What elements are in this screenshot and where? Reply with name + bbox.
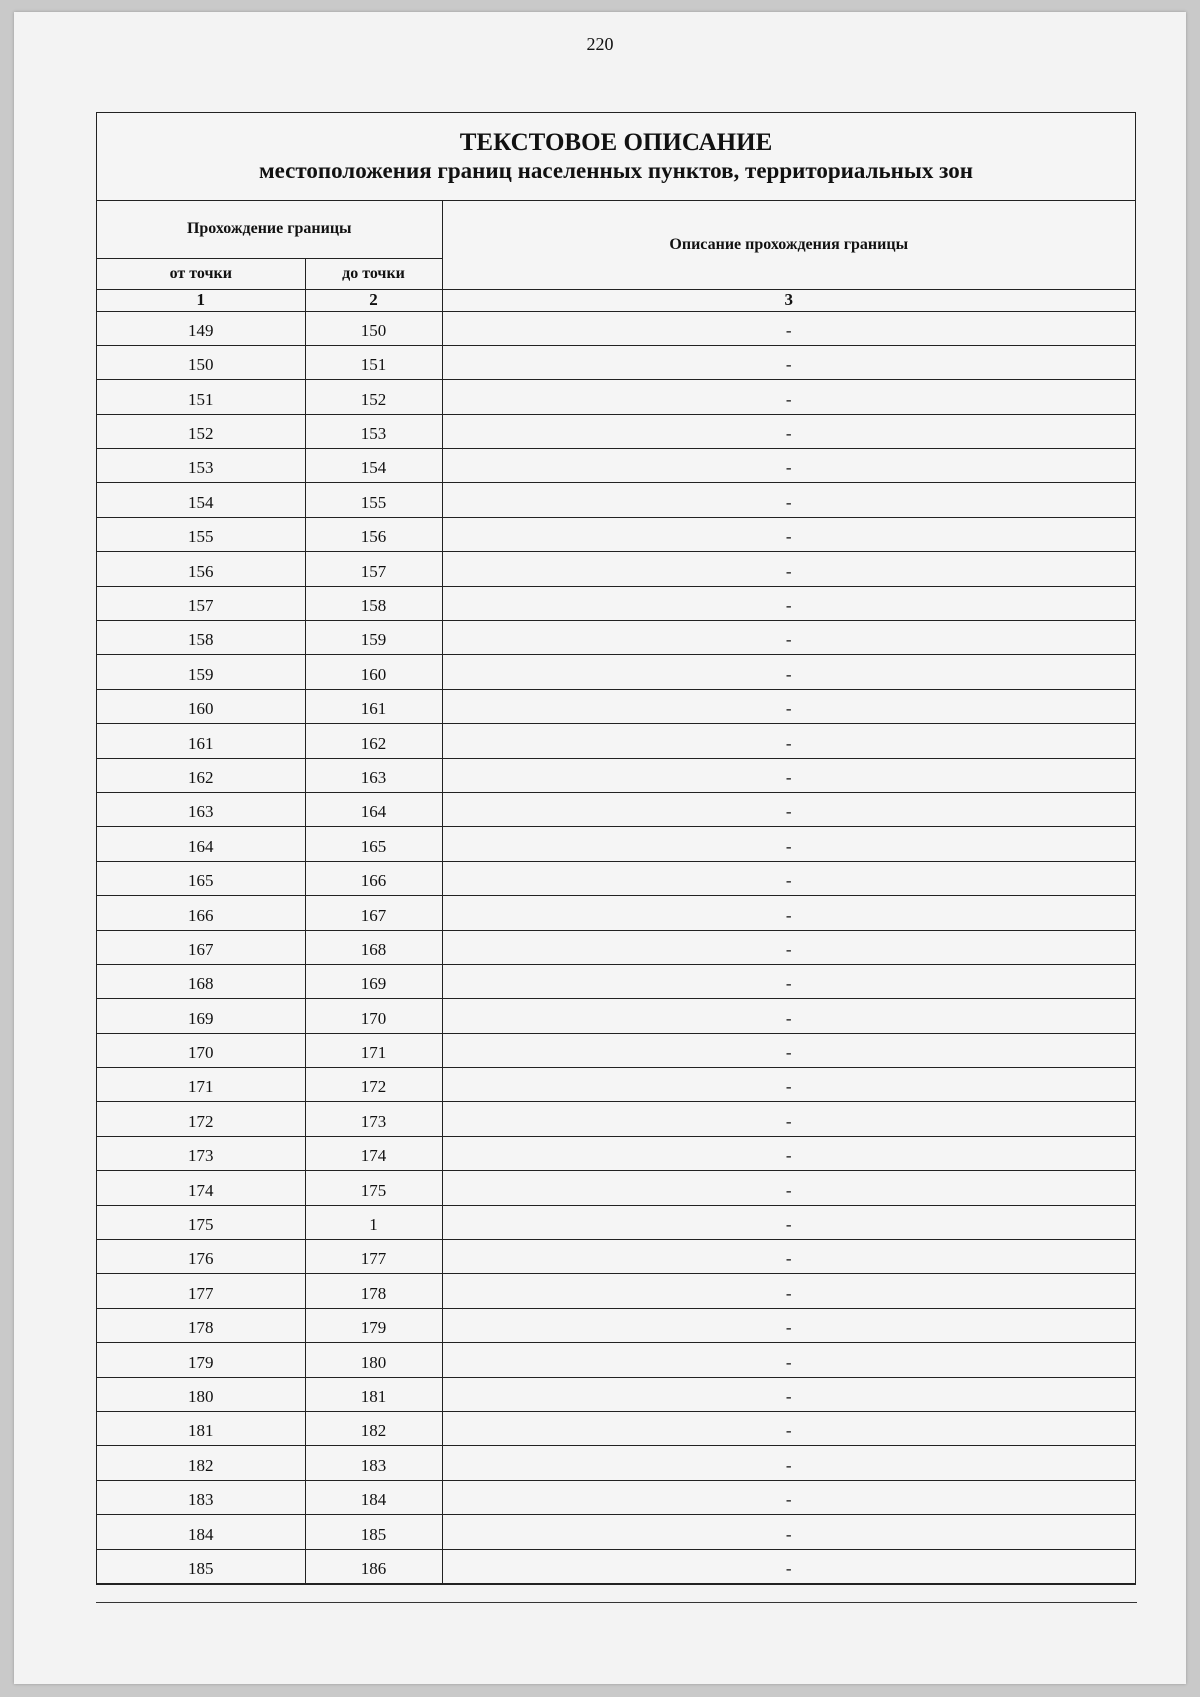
cell-to-point: 171: [305, 1033, 442, 1067]
cell-from-point: 181: [97, 1412, 305, 1446]
cell-description: -: [442, 964, 1135, 998]
cell-to-point: 164: [305, 792, 442, 826]
table-row: [97, 655, 1135, 689]
table-row: [97, 1205, 1135, 1239]
cell-to-point: 160: [305, 655, 442, 689]
cell-description: -: [442, 724, 1135, 758]
cell-description: -: [442, 861, 1135, 895]
cell-to-point: 157: [305, 552, 442, 586]
cell-to-point: 170: [305, 999, 442, 1033]
table-row: [97, 1102, 1135, 1136]
header-boundary-passage: Прохождение границы: [97, 201, 442, 258]
table-row: [97, 1343, 1135, 1377]
cell-to-point: 175: [305, 1171, 442, 1205]
table-row: [97, 724, 1135, 758]
bottom-rule: [96, 1602, 1137, 1603]
cell-to-point: 156: [305, 517, 442, 551]
cell-description: -: [442, 1068, 1135, 1102]
cell-to-point: 168: [305, 930, 442, 964]
cell-from-point: 153: [97, 449, 305, 483]
cell-description: -: [442, 621, 1135, 655]
header-description: Описание прохождения границы: [442, 201, 1135, 289]
table-row: [97, 1240, 1135, 1274]
table-row: [97, 449, 1135, 483]
table-row: [97, 930, 1135, 964]
cell-from-point: 182: [97, 1446, 305, 1480]
cell-from-point: 174: [97, 1171, 305, 1205]
cell-description: -: [442, 517, 1135, 551]
boundary-description-sheet: [96, 112, 1136, 1585]
table-row: [97, 345, 1135, 379]
cell-from-point: 164: [97, 827, 305, 861]
table-row: [97, 1412, 1135, 1446]
table-row: [97, 689, 1135, 723]
cell-to-point: 185: [305, 1515, 442, 1549]
page-number: 220: [586, 34, 614, 54]
cell-to-point: 161: [305, 689, 442, 723]
cell-description: -: [442, 1102, 1135, 1136]
table-row: [97, 964, 1135, 998]
cell-to-point: 153: [305, 414, 442, 448]
table-row: [97, 827, 1135, 861]
cell-description: -: [442, 896, 1135, 930]
cell-to-point: 150: [305, 311, 442, 345]
cell-description: -: [442, 655, 1135, 689]
cell-from-point: 184: [97, 1515, 305, 1549]
cell-to-point: 172: [305, 1068, 442, 1102]
cell-from-point: 171: [97, 1068, 305, 1102]
cell-description: -: [442, 1549, 1135, 1583]
document-page: [14, 12, 1186, 1684]
table-row: [97, 1515, 1135, 1549]
cell-from-point: 173: [97, 1136, 305, 1170]
table-body: [97, 311, 1135, 1583]
cell-description: -: [442, 414, 1135, 448]
cell-from-point: 157: [97, 586, 305, 620]
cell-to-point: 163: [305, 758, 442, 792]
cell-description: -: [442, 1171, 1135, 1205]
cell-description: -: [442, 999, 1135, 1033]
cell-from-point: 172: [97, 1102, 305, 1136]
cell-from-point: 170: [97, 1033, 305, 1067]
cell-to-point: 177: [305, 1240, 442, 1274]
cell-description: -: [442, 311, 1135, 345]
column-number-3: 3: [442, 289, 1135, 311]
cell-from-point: 152: [97, 414, 305, 448]
document-subtitle: местоположения границ населенных пунктов, территориальных зон: [259, 158, 973, 183]
cell-from-point: 155: [97, 517, 305, 551]
cell-description: -: [442, 586, 1135, 620]
cell-description: -: [442, 1515, 1135, 1549]
cell-description: -: [442, 689, 1135, 723]
cell-to-point: 179: [305, 1308, 442, 1342]
table-row: [97, 483, 1135, 517]
table-row: [97, 380, 1135, 414]
table-row: [97, 792, 1135, 826]
cell-to-point: 165: [305, 827, 442, 861]
cell-to-point: 183: [305, 1446, 442, 1480]
cell-description: -: [442, 792, 1135, 826]
table-row: [97, 758, 1135, 792]
table-row: [97, 1033, 1135, 1067]
cell-from-point: 177: [97, 1274, 305, 1308]
cell-from-point: 162: [97, 758, 305, 792]
table-row: [97, 1171, 1135, 1205]
cell-from-point: 159: [97, 655, 305, 689]
cell-description: -: [442, 1343, 1135, 1377]
cell-description: -: [442, 1033, 1135, 1067]
cell-from-point: 166: [97, 896, 305, 930]
cell-description: -: [442, 552, 1135, 586]
table-row: [97, 1549, 1135, 1583]
cell-description: -: [442, 1412, 1135, 1446]
cell-from-point: 169: [97, 999, 305, 1033]
cell-to-point: 151: [305, 345, 442, 379]
cell-to-point: 186: [305, 1549, 442, 1583]
cell-from-point: 185: [97, 1549, 305, 1583]
title-block: [97, 113, 1135, 201]
cell-from-point: 178: [97, 1308, 305, 1342]
cell-to-point: 167: [305, 896, 442, 930]
table-row: [97, 586, 1135, 620]
table-row: [97, 1274, 1135, 1308]
cell-to-point: 180: [305, 1343, 442, 1377]
table-row: [97, 1480, 1135, 1514]
cell-to-point: 159: [305, 621, 442, 655]
cell-to-point: 173: [305, 1102, 442, 1136]
column-number-1: 1: [97, 289, 305, 311]
cell-description: -: [442, 1274, 1135, 1308]
table-row: [97, 1068, 1135, 1102]
table-row: [97, 1136, 1135, 1170]
cell-to-point: 181: [305, 1377, 442, 1411]
cell-description: -: [442, 449, 1135, 483]
cell-description: -: [442, 1136, 1135, 1170]
cell-from-point: 151: [97, 380, 305, 414]
column-number-2: 2: [305, 289, 442, 311]
cell-description: -: [442, 1205, 1135, 1239]
cell-description: -: [442, 930, 1135, 964]
cell-to-point: 152: [305, 380, 442, 414]
cell-from-point: 163: [97, 792, 305, 826]
cell-description: -: [442, 758, 1135, 792]
cell-description: -: [442, 1377, 1135, 1411]
cell-from-point: 161: [97, 724, 305, 758]
cell-from-point: 150: [97, 345, 305, 379]
cell-from-point: 154: [97, 483, 305, 517]
table-row: [97, 517, 1135, 551]
cell-description: -: [442, 1240, 1135, 1274]
cell-description: -: [442, 1308, 1135, 1342]
cell-description: -: [442, 1480, 1135, 1514]
table-row: [97, 1308, 1135, 1342]
cell-from-point: 183: [97, 1480, 305, 1514]
table-row: [97, 861, 1135, 895]
header-from-point: от точки: [97, 258, 305, 289]
cell-description: -: [442, 380, 1135, 414]
cell-to-point: 155: [305, 483, 442, 517]
table-row: [97, 999, 1135, 1033]
cell-to-point: 1: [305, 1205, 442, 1239]
cell-to-point: 174: [305, 1136, 442, 1170]
cell-from-point: 176: [97, 1240, 305, 1274]
cell-from-point: 180: [97, 1377, 305, 1411]
table-row: [97, 414, 1135, 448]
cell-to-point: 178: [305, 1274, 442, 1308]
table-row: [97, 1377, 1135, 1411]
cell-from-point: 168: [97, 964, 305, 998]
cell-to-point: 169: [305, 964, 442, 998]
cell-description: -: [442, 483, 1135, 517]
cell-to-point: 166: [305, 861, 442, 895]
header-to-point: до точки: [305, 258, 442, 289]
cell-from-point: 165: [97, 861, 305, 895]
cell-from-point: 158: [97, 621, 305, 655]
table-row: [97, 621, 1135, 655]
cell-description: -: [442, 1446, 1135, 1480]
cell-from-point: 175: [97, 1205, 305, 1239]
cell-to-point: 158: [305, 586, 442, 620]
cell-from-point: 179: [97, 1343, 305, 1377]
cell-from-point: 167: [97, 930, 305, 964]
boundary-table: [97, 201, 1135, 1584]
cell-from-point: 149: [97, 311, 305, 345]
cell-description: -: [442, 827, 1135, 861]
cell-from-point: 160: [97, 689, 305, 723]
table-row: [97, 552, 1135, 586]
document-title: ТЕКСТОВОЕ ОПИСАНИЕ: [459, 129, 773, 156]
table-row: [97, 896, 1135, 930]
cell-to-point: 154: [305, 449, 442, 483]
cell-to-point: 182: [305, 1412, 442, 1446]
table-row: [97, 1446, 1135, 1480]
cell-to-point: 184: [305, 1480, 442, 1514]
cell-description: -: [442, 345, 1135, 379]
cell-from-point: 156: [97, 552, 305, 586]
table-row: [97, 311, 1135, 345]
cell-to-point: 162: [305, 724, 442, 758]
